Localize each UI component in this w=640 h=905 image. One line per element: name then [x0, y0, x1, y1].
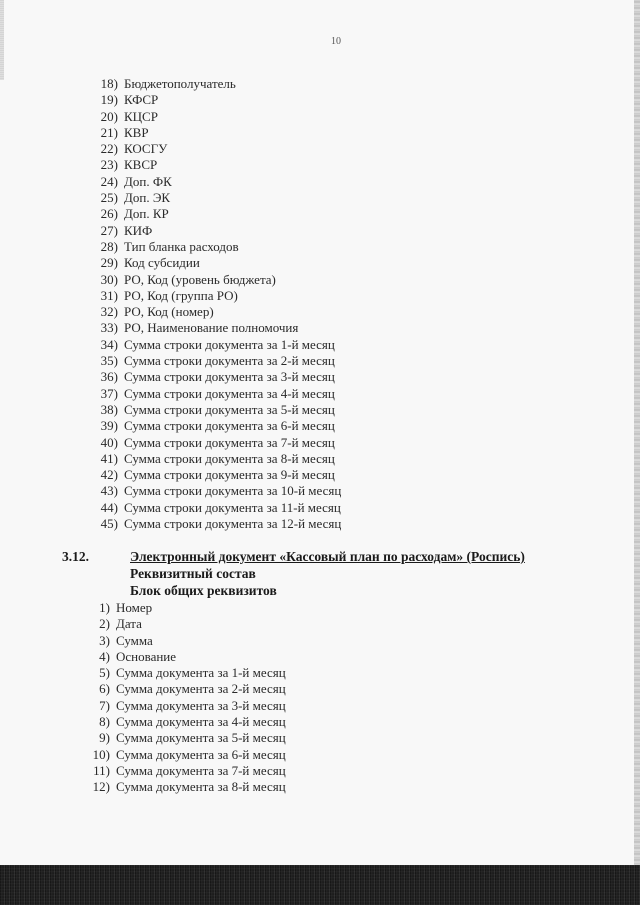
list-item-text: РО, Код (уровень бюджета) — [124, 271, 276, 287]
list-item-number: 4) — [99, 648, 110, 664]
list-item-number: 6) — [99, 681, 110, 697]
list-item — [86, 418, 341, 434]
list-item-number: 20) — [100, 108, 118, 124]
list-item-text: Бюджетополучатель — [124, 76, 236, 91]
list-item-number: 2) — [99, 616, 110, 632]
list-item — [86, 239, 341, 255]
list-item-number: 27) — [100, 222, 118, 238]
list-item-number: 10) — [92, 746, 110, 762]
list-item-text: Доп. ФК — [124, 173, 172, 189]
list-item — [86, 255, 341, 271]
list-item-text: Сумма документа за 3-й месяц — [116, 697, 286, 713]
list-item — [86, 353, 341, 369]
list-item-number: 32) — [100, 304, 118, 320]
list-item-text: Сумма строки документа за 11-й месяц — [124, 499, 341, 515]
scan-edge-left — [0, 0, 4, 80]
list-item-text: Сумма строки документа за 9-й месяц — [124, 467, 335, 483]
list-item-number: 29) — [100, 255, 118, 271]
list-item — [86, 483, 341, 499]
list-item-number: 45) — [100, 516, 118, 532]
list-item-text: Код субсидии — [124, 255, 200, 271]
list-item-number: 9) — [99, 730, 110, 746]
requisites-list-continued — [86, 76, 341, 532]
subheading-common-block: Блок общих реквизитов — [130, 583, 277, 598]
list-item — [86, 337, 341, 353]
list-item-text: Сумма документа за 5-й месяц — [116, 730, 286, 746]
list-item-number: 41) — [100, 450, 118, 466]
list-item-number: 38) — [100, 401, 118, 417]
list-item — [86, 467, 341, 483]
list-item-number: 19) — [100, 92, 118, 108]
common-requisites-list — [86, 600, 286, 796]
list-item-number: 28) — [100, 238, 118, 254]
list-item-text: Сумма строки документа за 12-й месяц — [124, 516, 342, 532]
list-item — [86, 125, 341, 141]
list-item-text: Сумма строки документа за 2-й месяц — [124, 353, 335, 369]
list-item-text: КОСГУ — [124, 141, 168, 157]
list-item-text: Основание — [116, 648, 177, 664]
list-item-text: КЦСР — [124, 108, 158, 124]
list-item-text: Номер — [116, 600, 153, 615]
list-item-number: 25) — [100, 190, 118, 206]
list-item — [86, 435, 341, 451]
list-item — [86, 141, 341, 157]
list-item-text: Сумма строки документа за 1-й месяц — [124, 336, 335, 352]
list-item-text: Сумма документа за 8-й месяц — [116, 779, 286, 795]
list-item — [86, 320, 341, 336]
page-number: 10 — [331, 36, 341, 47]
list-item — [86, 633, 286, 649]
list-item-text: КИФ — [124, 222, 153, 238]
list-item-number: 30) — [100, 271, 118, 287]
list-item-number: 8) — [99, 714, 110, 730]
list-item-text: Сумма документа за 1-й месяц — [116, 665, 286, 681]
list-item — [86, 779, 286, 795]
list-item-text: Сумма — [116, 632, 153, 648]
list-item-number: 24) — [100, 173, 118, 189]
list-item-text: Сумма строки документа за 3-й месяц — [124, 369, 335, 385]
list-item — [86, 109, 341, 125]
list-item-number: 42) — [100, 467, 118, 483]
list-item-number: 36) — [100, 369, 118, 385]
list-item — [86, 369, 341, 385]
list-item-text: Доп. ЭК — [124, 190, 171, 206]
list-item-number: 1) — [99, 600, 110, 615]
list-item-number: 44) — [100, 499, 118, 515]
list-item-number: 21) — [100, 124, 118, 140]
list-item-text: КВР — [124, 124, 149, 140]
list-item — [86, 698, 286, 714]
section-number: 3.12. — [62, 549, 89, 564]
scan-edge-right — [634, 0, 640, 905]
list-item — [86, 223, 341, 239]
list-item-number: 18) — [100, 76, 118, 91]
list-item-number: 31) — [100, 287, 118, 303]
list-item-number: 26) — [100, 206, 118, 222]
list-item-text: Сумма строки документа за 10-й месяц — [124, 483, 342, 499]
list-item-number: 22) — [100, 141, 118, 157]
list-item-text: КФСР — [124, 92, 159, 108]
list-item — [86, 304, 341, 320]
list-item — [86, 600, 286, 616]
scan-bottom-band — [0, 865, 640, 905]
list-item-number: 37) — [100, 385, 118, 401]
list-item — [86, 747, 286, 763]
list-item — [86, 174, 341, 190]
list-item — [86, 157, 341, 173]
list-item-text: РО, Наименование полномочия — [124, 320, 299, 336]
list-item — [86, 190, 341, 206]
list-item — [86, 616, 286, 632]
list-item-text: Доп. КР — [124, 206, 169, 222]
list-item — [86, 649, 286, 665]
list-item-text: КВСР — [124, 157, 158, 173]
list-item — [86, 272, 341, 288]
list-item-number: 40) — [100, 434, 118, 450]
list-item — [86, 730, 286, 746]
list-item-text: Сумма строки документа за 7-й месяц — [124, 434, 335, 450]
list-item — [86, 206, 341, 222]
list-item — [86, 451, 341, 467]
section-title: Электронный документ «Кассовый план по расходам» (Роспись) — [130, 549, 525, 564]
list-item-number: 5) — [99, 665, 110, 681]
list-item — [86, 402, 341, 418]
list-item — [86, 681, 286, 697]
list-item-text: РО, Код (группа РО) — [124, 287, 238, 303]
list-item-text: Дата — [116, 616, 142, 632]
list-item-number: 3) — [99, 632, 110, 648]
list-item-number: 33) — [100, 320, 118, 336]
list-item-text: Сумма документа за 4-й месяц — [116, 714, 286, 730]
list-item-number: 12) — [92, 779, 110, 795]
list-item — [86, 763, 286, 779]
list-item — [86, 714, 286, 730]
list-item-number: 35) — [100, 353, 118, 369]
list-item — [86, 288, 341, 304]
list-item — [86, 500, 341, 516]
list-item-text: Сумма строки документа за 5-й месяц — [124, 401, 335, 417]
list-item — [86, 516, 341, 532]
list-item-text: Сумма документа за 6-й месяц — [116, 746, 286, 762]
list-item-text: Сумма строки документа за 6-й месяц — [124, 418, 335, 434]
list-item-number: 11) — [93, 762, 110, 778]
list-item-number: 43) — [100, 483, 118, 499]
list-item-number: 34) — [100, 336, 118, 352]
list-item-number: 39) — [100, 418, 118, 434]
list-item-text: Тип бланка расходов — [124, 238, 239, 254]
list-item — [86, 386, 341, 402]
list-item-text: Сумма документа за 2-й месяц — [116, 681, 286, 697]
list-item — [86, 665, 286, 681]
subheading-requisite-composition: Реквизитный состав — [130, 566, 256, 581]
list-item-text: РО, Код (номер) — [124, 304, 214, 320]
list-item-number: 7) — [99, 697, 110, 713]
list-item — [86, 76, 341, 92]
list-item — [86, 92, 341, 108]
list-item-text: Сумма документа за 7-й месяц — [116, 762, 286, 778]
list-item-text: Сумма строки документа за 4-й месяц — [124, 385, 335, 401]
list-item-number: 23) — [100, 157, 118, 173]
list-item-text: Сумма строки документа за 8-й месяц — [124, 450, 335, 466]
